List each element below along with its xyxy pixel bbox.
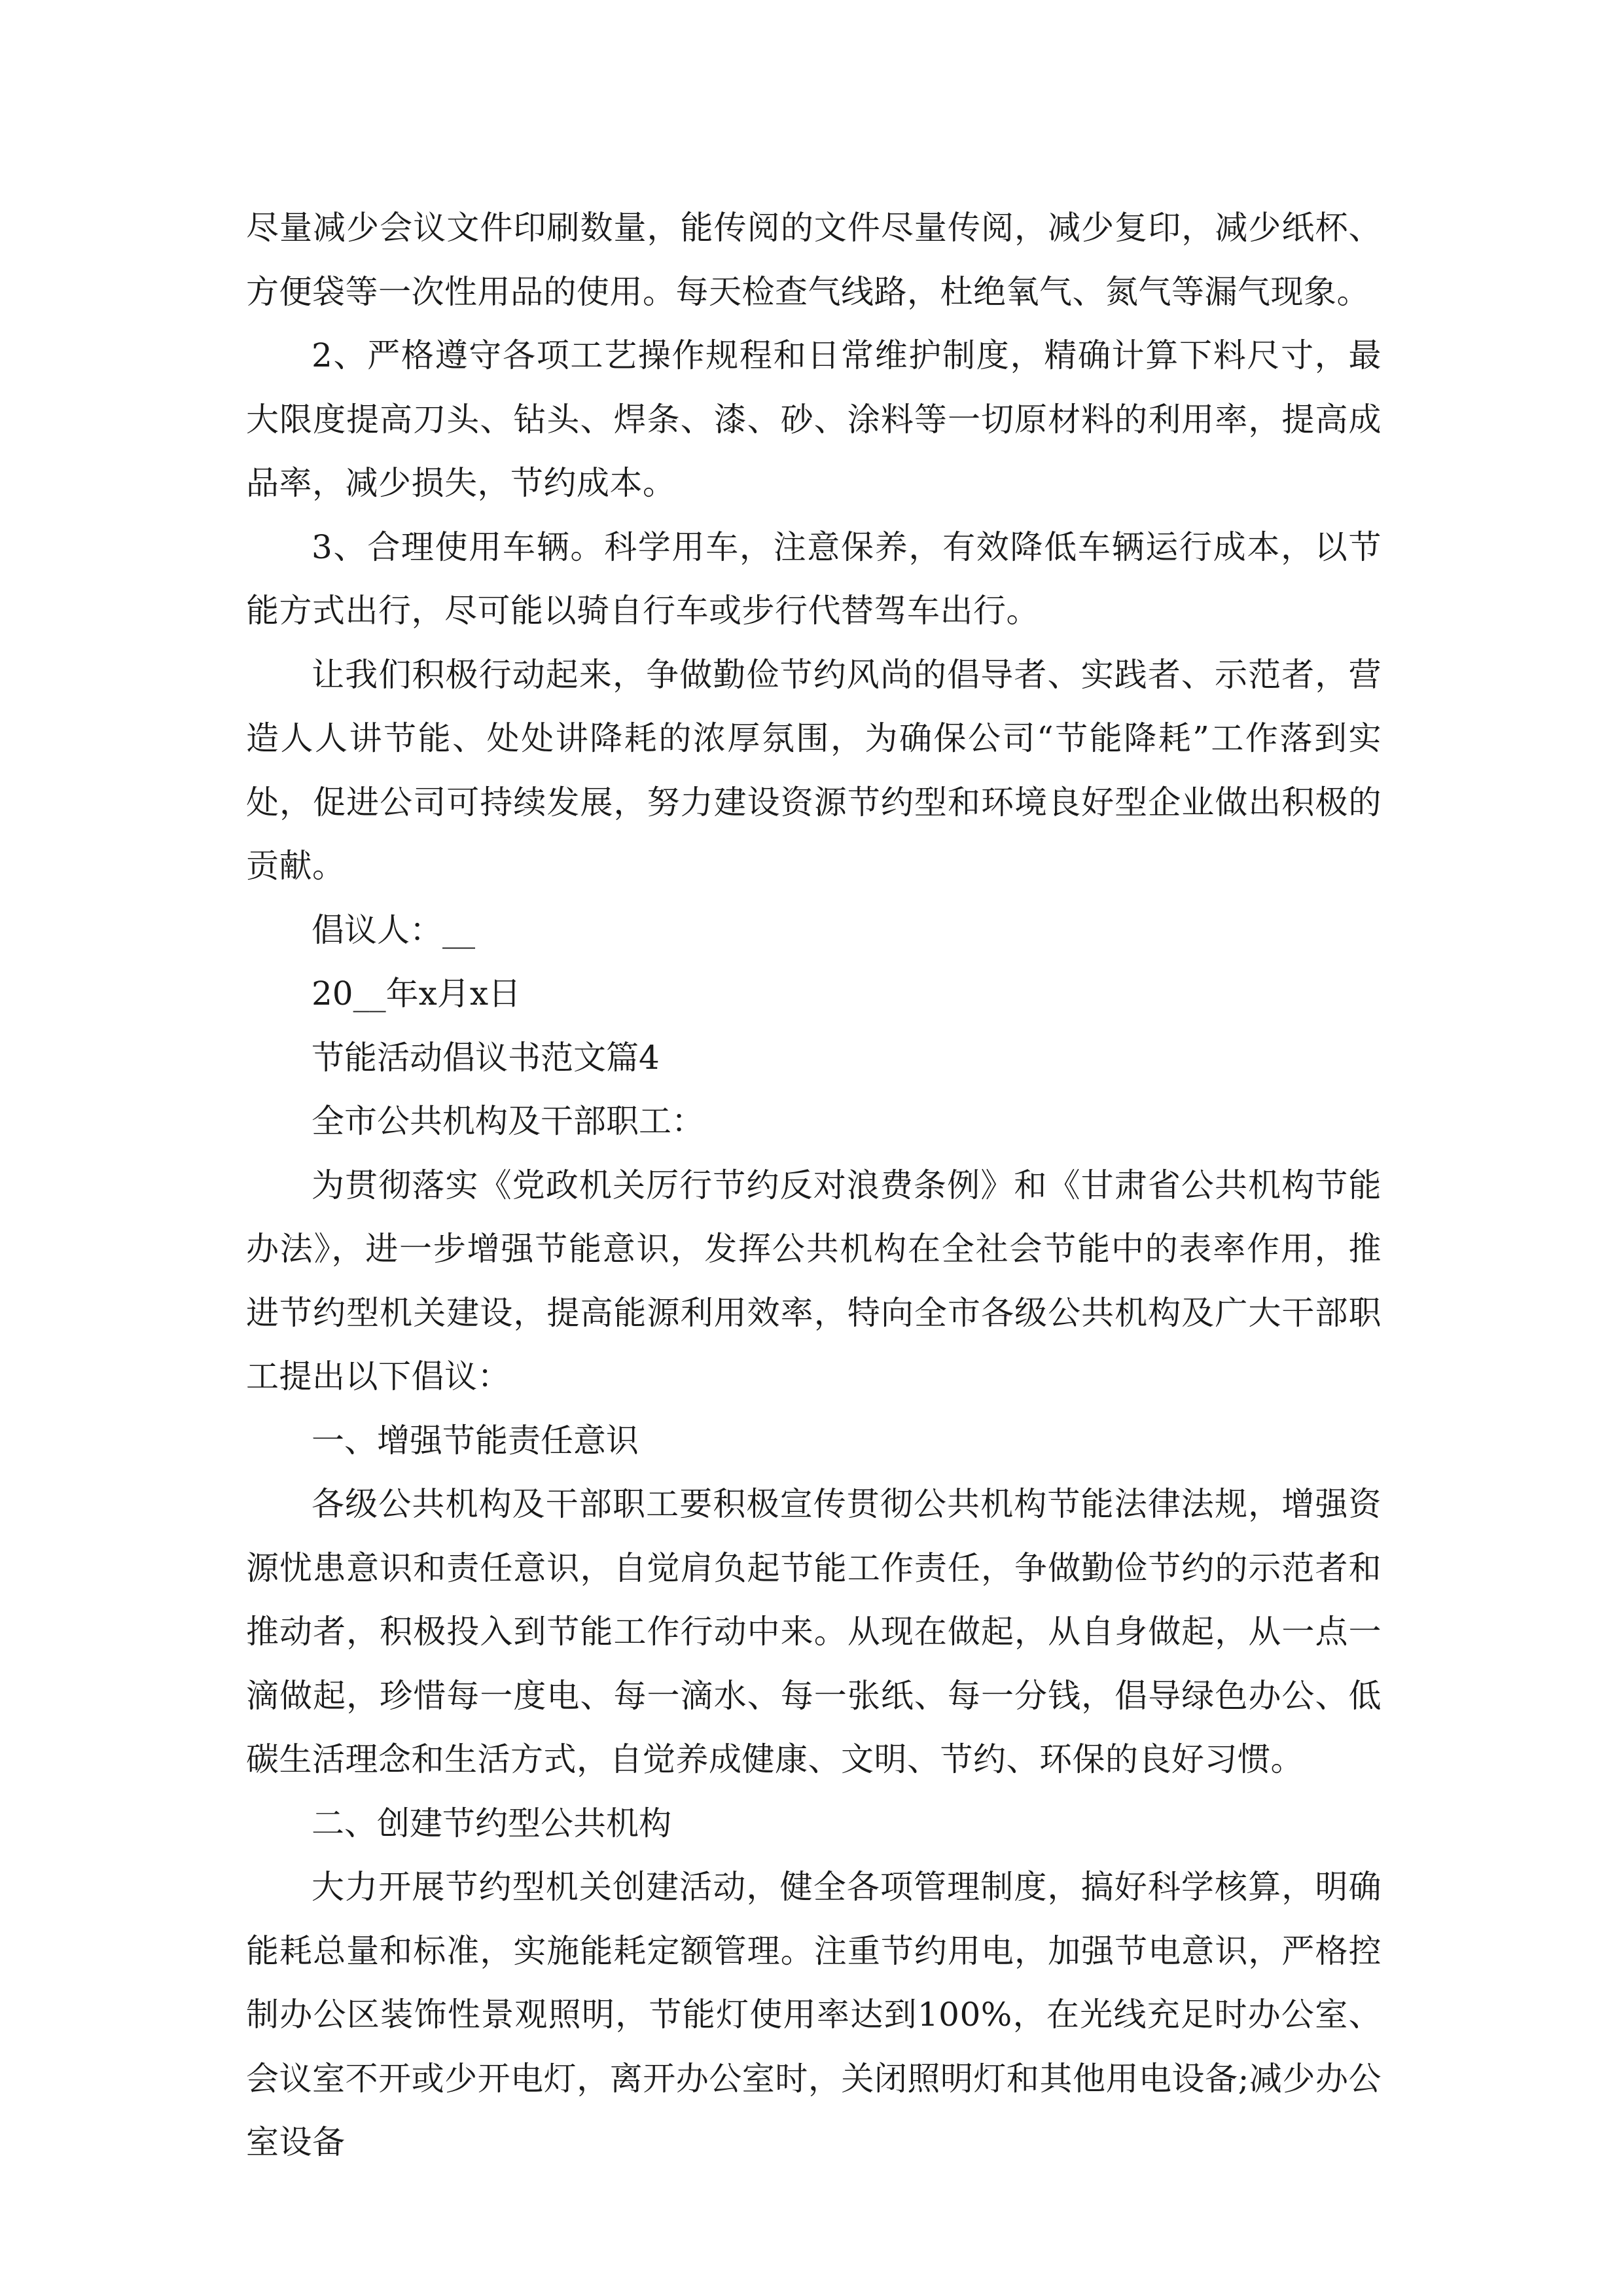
- paragraph-continuation: 尽量减少会议文件印刷数量，能传阅的文件尽量传阅，减少复印，减少纸杯、方便袋等一次性用品的使用。每天检查气线路，杜绝氧气、氮气等漏气现象。: [246, 209, 1382, 311]
- heading-one: 一、增强节能责任意识: [312, 1421, 639, 1460]
- paragraph-section-two: 大力开展节约型机关创建活动，健全各项管理制度，搞好科学核算，明确能耗总量和标准，实施能耗定额管理。注重节约用电，加强节电意识，严格控制办公区装饰性景观照明，节能灯使用率达到100%，在光线充足时办公室、会议室不开或少开电灯，离开办公室时，关闭照明灯和其他用电设备;减少办公室设备: [246, 1868, 1382, 2161]
- paragraph-intro: 为贯彻落实《党政机关厉行节约反对浪费条例》和《甘肃省公共机构节能办法》，进一步增强节能意识，发挥公共机构在全社会节能中的表率作用，推进节约型机关建设，提高能源利用效率，特向全市各级公共机构及广大干部职工提出以下倡议：: [246, 1166, 1382, 1395]
- date-line: 20__年x月x日: [312, 975, 522, 1013]
- heading-two: 二、创建节约型公共机构: [312, 1804, 671, 1842]
- document-page: [246, 196, 1382, 2175]
- paragraph-item-2: 2、严格遵守各项工艺操作规程和日常维护制度，精确计算下料尺寸，最大限度提高刀头、钻头、焊条、漆、砂、涂料等一切原材料的利用率，提高成品率，减少损失，节约成本。: [246, 336, 1382, 502]
- salutation: 全市公共机构及干部职工：: [312, 1102, 704, 1140]
- paragraph-item-3: 3、合理使用车辆。科学用车，注意保养，有效降低车辆运行成本，以节能方式出行，尽可能以骑自行车或步行代替驾车出行。: [246, 528, 1382, 630]
- signature-line: 倡议人：__: [312, 910, 475, 949]
- section-title: 节能活动倡议书范文篇4: [312, 1038, 660, 1077]
- paragraph-closing-call: 让我们积极行动起来，争做勤俭节约风尚的倡导者、实践者、示范者，营造人人讲节能、处处讲降耗的浓厚氛围，为确保公司“节能降耗”工作落到实处，促进公司可持续发展，努力建设资源节约型和环境良好型企业做出积极的贡献。: [246, 655, 1382, 885]
- paragraph-section-one: 各级公共机构及干部职工要积极宣传贯彻公共机构节能法律法规，增强资源忧患意识和责任意识，自觉肩负起节能工作责任，争做勤俭节约的示范者和推动者，积极投入到节能工作行动中来。从现在做起，从自身做起，从一点一滴做起，珍惜每一度电、每一滴水、每一张纸、每一分钱，倡导绿色办公、低碳生活理念和生活方式，自觉养成健康、文明、节约、环保的良好习惯。: [246, 1485, 1382, 1778]
